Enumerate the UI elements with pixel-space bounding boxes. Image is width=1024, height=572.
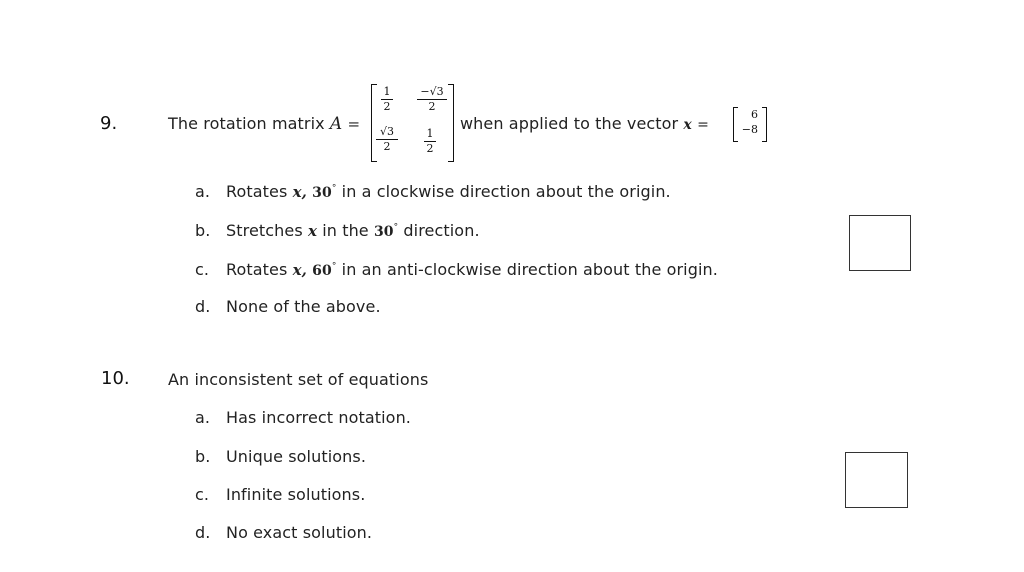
vector-right-bracket <box>762 107 767 142</box>
q10-option-d: d. No exact solution. <box>195 523 373 542</box>
question-9-stem-prefix <box>168 114 360 134</box>
q10-option-b: b. Unique solutions. <box>195 447 367 466</box>
q10-option-a: a. Has incorrect notation. <box>195 408 411 427</box>
matrix-symbol: A <box>329 114 343 134</box>
option-letter: b. <box>195 447 211 466</box>
question-10-number: 10. <box>101 368 130 389</box>
q10-option-c: c. Infinite solutions. <box>195 485 366 504</box>
matrix-r2c1: √3 2 <box>376 126 398 153</box>
q9-option-c: c. Rotates x, 60° in an anti-clockwise direction about the origin. <box>195 260 718 279</box>
vector-symbol: x <box>683 117 692 133</box>
question-10-stem: An inconsistent set of equations <box>168 370 429 389</box>
option-letter: a. <box>195 182 211 201</box>
option-letter: c. <box>195 485 210 504</box>
q10-answer-box[interactable] <box>845 452 908 508</box>
option-letter: b. <box>195 221 211 240</box>
option-letter: a. <box>195 408 211 427</box>
q9-answer-box[interactable] <box>849 215 911 271</box>
vector-equals: = <box>697 117 709 133</box>
option-letter: d. <box>195 297 211 316</box>
question-9-stem-text: The rotation matrix <box>168 114 325 133</box>
option-letter: d. <box>195 523 211 542</box>
option-letter: c. <box>195 260 210 279</box>
question-9-stem-mid <box>460 114 709 133</box>
matrix-r1c1: 1 2 <box>381 86 393 113</box>
question-9-stem-mid-text: when applied to the vector <box>460 114 679 133</box>
matrix-r1c2: −√3 2 <box>417 86 447 113</box>
matrix-right-bracket <box>448 84 454 162</box>
vector-top: 6 <box>751 108 758 121</box>
matrix-r2c2: 1 2 <box>424 128 436 155</box>
q9-option-b: b. Stretches x in the 30° direction. <box>195 221 480 240</box>
matrix-equals: = <box>347 115 361 133</box>
q9-option-a: a. Rotates x, 30° in a clockwise direction about the origin. <box>195 182 671 201</box>
question-9-number: 9. <box>100 113 118 134</box>
q9-option-d: d. None of the above. <box>195 297 381 316</box>
vector-bottom: −8 <box>741 123 758 136</box>
